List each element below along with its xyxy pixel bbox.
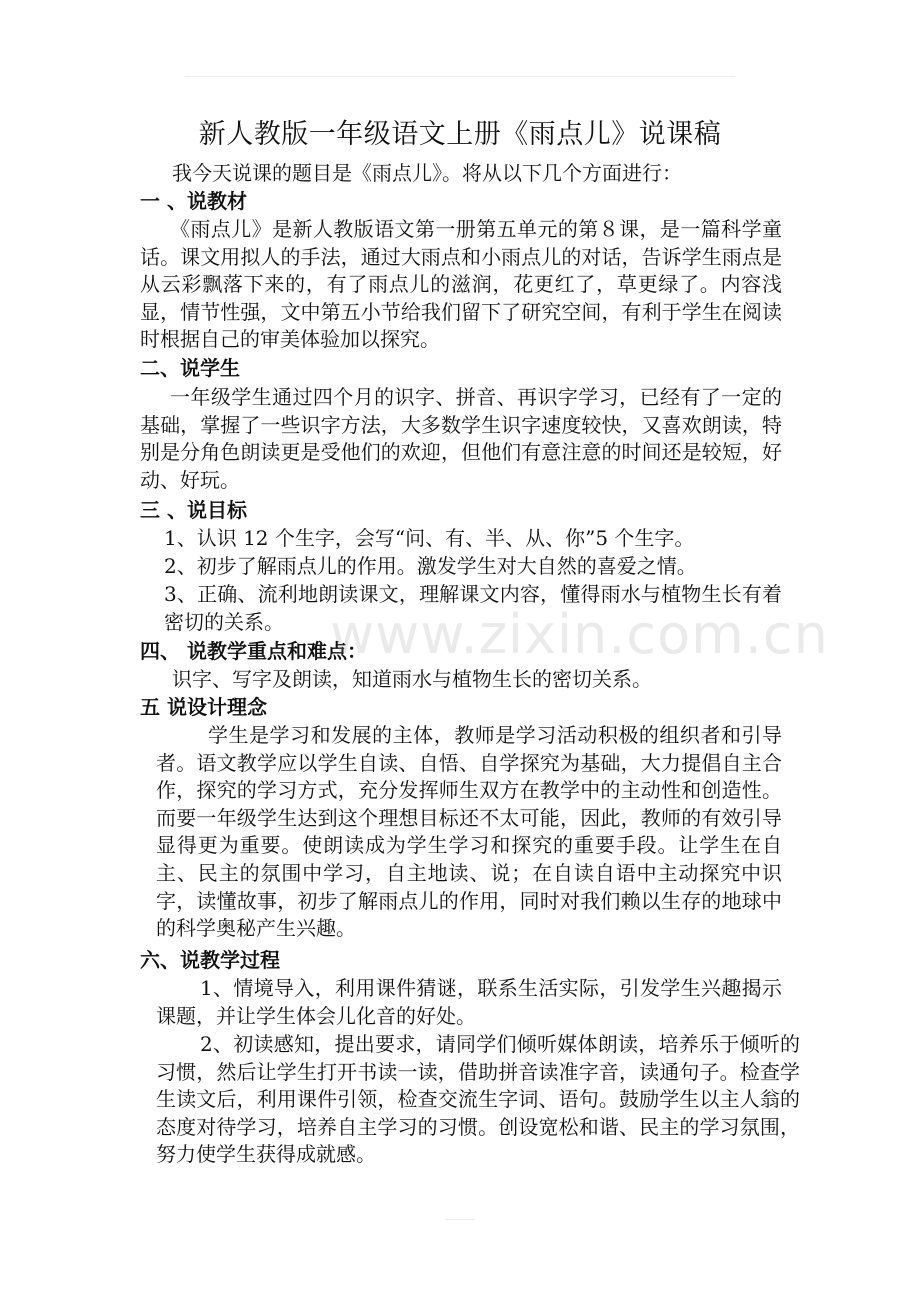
intro-text: 我今天说课的题目是《雨点儿》。将从以下几个方面进行： bbox=[172, 161, 682, 185]
process-step-2: 2、初读感知，提出要求，请同学们倾听媒体朗读，培养乐于倾听的习惯，然后让学生打开书读一读，借助拼音读准字音，读通句子。检查学生读文后，利用课件引领，检查交流生字词、语句。鼓励学生以主人翁的态度对待学习，培养自主学习的习惯。创设宽松和谐、民主的学习氛围，努力使学生获得成就感。 bbox=[156, 1032, 800, 1167]
process-step-1: 1、情境导入，利用课件猜谜，联系生活实际，引发学生兴趣揭示课题，并让学生体会儿化音的好处。 bbox=[156, 976, 782, 1028]
section-1-text: 《雨点儿》是新人教版语文第一册第五单元的第８课，是一篇科学童话。课文用拟人的手法，通过大雨点和小雨点儿的对话，告诉学生雨点是从云彩飘落下来的，有了雨点儿的滋润，花更红了，草更绿了。内容浅显，情节性强，文中第五小节给我们留下了研究空间，有利于学生在阅读时根据自己的审美体验加以探究。 bbox=[140, 217, 782, 352]
section-2-heading: 二、说学生 bbox=[140, 356, 240, 380]
section-6-heading: 六、说教学过程 bbox=[140, 948, 280, 972]
section-1-heading: 一 、说教材 bbox=[140, 189, 247, 213]
goal-item-3: 3、正确、流利地朗读课文，理解课文内容，懂得雨水与植物生长有着密切的关系。 bbox=[164, 582, 782, 634]
section-4-text: 识字、写字及朗读，知道雨水与植物生长的密切关系。 bbox=[172, 667, 652, 691]
section-5-heading: 五 说设计理念 bbox=[140, 695, 267, 719]
section-4-heading: 四、 说教学重点和难点： bbox=[140, 639, 367, 663]
site-watermark: www.zixin.com.cn bbox=[330, 603, 829, 666]
footer-mark bbox=[445, 1219, 475, 1220]
document-title: 新人教版一年级语文上册《雨点儿》说课稿 bbox=[198, 119, 722, 150]
header-rule bbox=[185, 76, 735, 77]
section-3-heading: 三 、说目标 bbox=[140, 498, 247, 522]
section-5-text: 学生是学习和发展的主体，教师是学习活动积极的组织者和引导者。语文教学应以学生自读、自悟、自学探究为基础，大力提倡自主合作，探究的学习方式，充分发挥师生双方在教学中的主动性和创造性。而要一年级学生达到这个理想目标还不太可能，因此，教师的有效引导显得更为重要。使朗读成为学生学习和探究的重要手段。让学生在自主、民主的氛围中学习，自主地读、说；在自读自语中主动探究中识字，读懂故事，初步了解雨点儿的作用，同时对我们赖以生存的地球中的科学奥秘产生兴趣。 bbox=[156, 723, 782, 941]
section-2-text: 一年级学生通过四个月的识字、拼音、再识字学习，已经有了一定的基础，掌握了一些识字方法，大多数学生识字速度较快，又喜欢朗读，特别是分角色朗读更是受他们的欢迎，但他们有意注意的时间还是较短，好动、好玩。 bbox=[140, 385, 782, 492]
goal-item-2: 2、初步了解雨点儿的作用。激发学生对大自然的喜爱之情。 bbox=[164, 554, 697, 578]
goal-item-1: 1、认识 12 个生字，会写“问、有、半、从、你”5 个生字。 bbox=[164, 526, 695, 550]
